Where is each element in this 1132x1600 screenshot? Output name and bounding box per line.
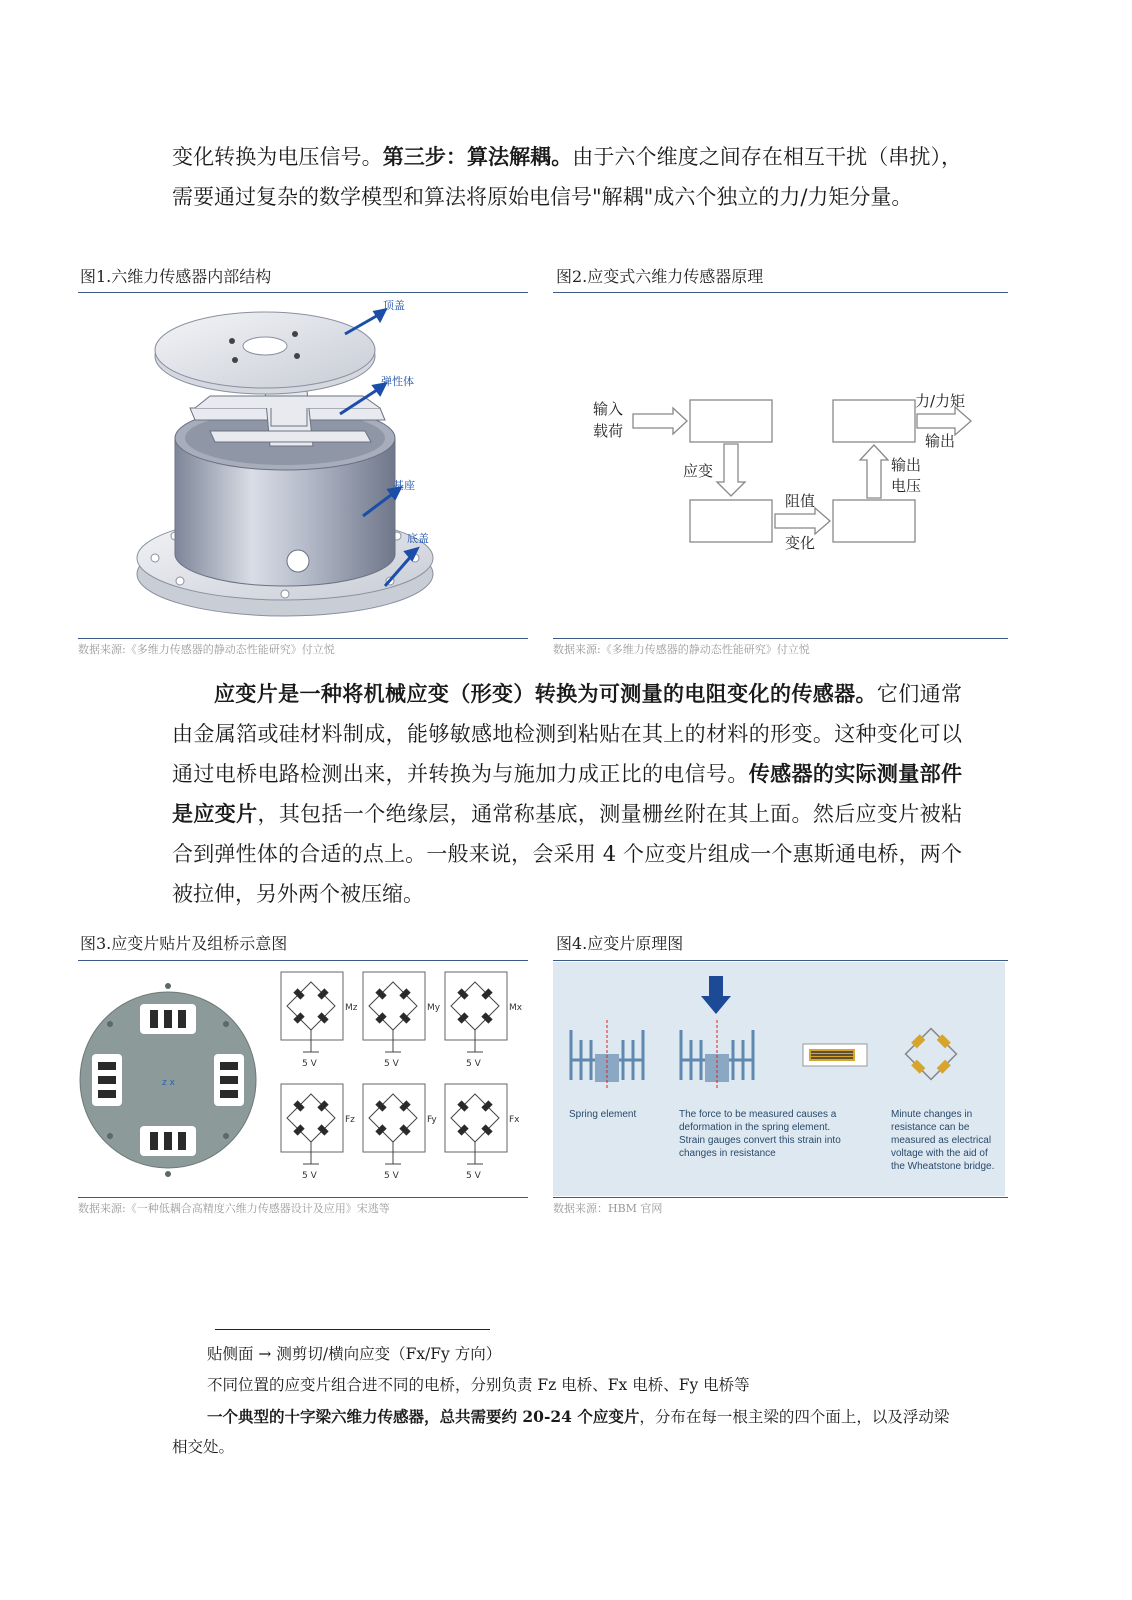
paragraph-text: 由于六个维度之间存在相互干扰（串扰），需要通过复杂的数学模型和算法将原始电信号"解耦"成六个独立的力/力矩分量。: [172, 145, 963, 209]
bridge-voltage: 5 V: [302, 1059, 317, 1069]
bridge-label: Mx: [509, 1003, 523, 1013]
output-label: 输出: [925, 432, 956, 450]
output-voltage-label-1: 输出: [891, 456, 922, 474]
wheatstone-bridges: [273, 964, 528, 1196]
box-circuit: [833, 500, 915, 542]
label-base: 基座: [393, 479, 415, 492]
label-elastic-body: 弹性体: [381, 375, 414, 388]
bridge-label: Mz: [345, 1003, 358, 1013]
strain-sensor-principle-diagram: [553, 296, 1008, 636]
figure-1-image: [135, 296, 475, 636]
paragraph-strain-gauge: [172, 674, 962, 914]
footnote-paragraph: [172, 1402, 962, 1462]
paragraph-text: 它们通常由金属箔或硅材料制成，能够敏感地检测到粘贴在其上的材料的形变。这种变化可以通过电桥电路检测出来，并转换为与施加力成正比的电信号。: [172, 682, 963, 786]
bridge-label: Fz: [345, 1115, 355, 1125]
input-label-2: 载荷: [593, 422, 624, 440]
bridge-voltage: 5 V: [302, 1171, 317, 1181]
bridge-label: Fx: [509, 1115, 520, 1125]
bridge-grid: [273, 964, 528, 1196]
label-top-cover: 顶盖: [383, 299, 405, 312]
strain-label: 应变: [683, 462, 714, 480]
resistance-label-1: 阻值: [785, 492, 816, 510]
figure-3-top-rule: [78, 960, 528, 961]
paragraph-bold: 应变片是一种将机械应变（形变）转换为可测量的电阻变化的传感器。: [214, 681, 877, 706]
footnote-bold: 一个典型的十字梁六维力传感器，总共需要约 20-24 个应变片: [207, 1407, 640, 1426]
figure-2-top-rule: [553, 292, 1008, 293]
paragraph-bold: 第三步：算法解耦。: [382, 144, 573, 169]
output-voltage-label-2: 电压: [891, 477, 922, 495]
figure-3-bottom-rule: [78, 1197, 528, 1198]
caption-resistance-change: Minute changes in resistance can be measured as electrical voltage with the aid of the Wheatstone bridge.: [891, 1109, 995, 1172]
bridge-fz: [281, 1084, 355, 1181]
figure-2-source: 数据来源:《多维力传感器的静动态性能研究》付立悦: [553, 643, 810, 656]
paragraph-bold: 传感器的实际测量部件是应变片: [172, 761, 962, 826]
bridge-mx: [445, 972, 523, 1069]
figure-1-title: 图1.六维力传感器内部结构: [80, 267, 272, 286]
box-elastic: [690, 400, 772, 442]
bridge-voltage: 5 V: [384, 1171, 399, 1181]
svg-text:z x: z x: [162, 1078, 175, 1088]
figure-4-title: 图4.应变片原理图: [556, 934, 684, 953]
bridge-voltage: 5 V: [384, 1059, 399, 1069]
figure-1-source: 数据来源:《多维力传感器的静动态性能研究》付立悦: [78, 643, 335, 656]
figure-1-bottom-rule: [78, 638, 528, 639]
box-decouple: [833, 400, 915, 442]
label-bottom-cover: 底盖: [407, 532, 429, 545]
input-label-1: 输入: [593, 400, 624, 418]
sensor-structure-illustration: [135, 296, 475, 636]
bridge-label: Fy: [427, 1115, 437, 1125]
bridge-my: [363, 972, 441, 1069]
figure-2-bottom-rule: [553, 638, 1008, 639]
paragraph-intro: [172, 137, 962, 217]
bridge-voltage: 5 V: [466, 1059, 481, 1069]
caption-force-deformation: The force to be measured causes a deformation in the spring element. Strain gauges convert this strain into changes in resistance: [679, 1109, 841, 1159]
footnote-separator: [215, 1329, 490, 1330]
figure-3-title: 图3.应变片贴片及组桥示意图: [80, 934, 288, 953]
figure-2-diagram: [553, 296, 1008, 636]
footnote-line-1: 贴侧面 → 测剪切/横向应变（Fx/Fy 方向）: [207, 1345, 502, 1363]
box-gauge: [690, 500, 772, 542]
caption-spring-element: Spring element: [569, 1109, 637, 1120]
bridge-mz: [281, 972, 358, 1069]
bridge-fx: [445, 1084, 520, 1181]
figure-1-top-rule: [78, 292, 528, 293]
force-torque-label: 力/力矩: [915, 392, 966, 410]
bridge-fy: [363, 1084, 437, 1181]
figure-3-image: [78, 964, 528, 1196]
figure-3-source: 数据来源:《一种低耦合高精度六维力传感器设计及应用》宋逃等: [78, 1202, 390, 1215]
bridge-voltage: 5 V: [466, 1171, 481, 1181]
figure-4-source: 数据来源：HBM 官网: [553, 1202, 663, 1215]
footnote-text: ，分布在每一根主梁的四个面上，以及浮动梁相交处。: [172, 1408, 950, 1456]
figure-4-image: [553, 962, 1005, 1196]
figure-4-top-rule: [553, 960, 1008, 961]
bridge-label: My: [427, 1003, 441, 1013]
footnote-line-2: 不同位置的应变片组合进不同的电桥，分别负责 Fz 电桥、Fx 电桥、Fy 电桥等: [207, 1376, 750, 1394]
paragraph-text: ，其包括一个绝缘层，通常称基底，测量栅丝附在其上面。然后应变片被粘合到弹性体的合适的点上。一般来说，会采用 4 个应变片组成一个惠斯通电桥，两个被拉伸，另外两个被压缩。: [172, 802, 963, 906]
paragraph-text: 变化转换为电压信号。: [172, 145, 383, 169]
figure-2-title: 图2.应变式六维力传感器原理: [556, 267, 764, 286]
figure-4-bottom-rule: [553, 1197, 1008, 1198]
resistance-label-2: 变化: [785, 534, 816, 552]
